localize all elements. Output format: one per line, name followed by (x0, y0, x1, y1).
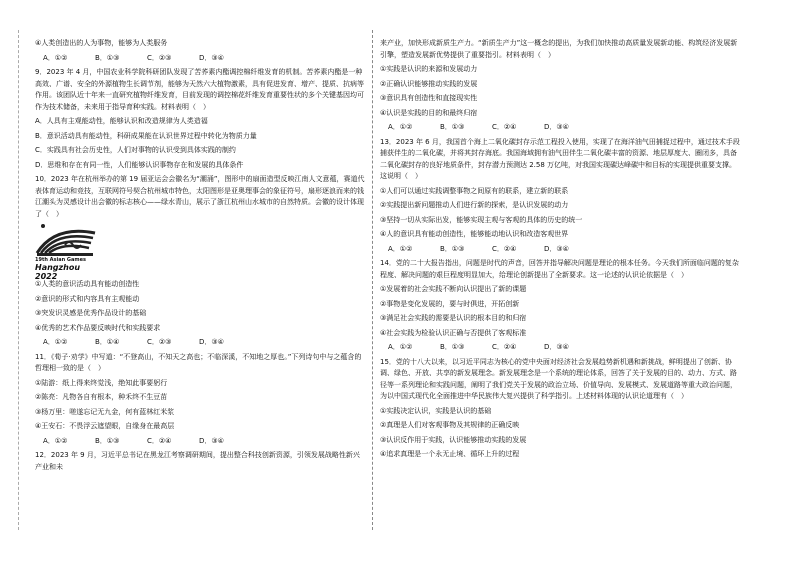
emblem-icon (35, 223, 105, 257)
q14-choice-c: C．②④ (492, 343, 517, 351)
emblem-caption: 19th Asian Games (35, 257, 86, 263)
q11-option-2: ②陈亮：凡物各自有根本，种禾终不生豆苗 (35, 393, 168, 401)
q13-choice-b: B．①③ (440, 244, 465, 253)
q8-option-4: ④人类创造出的人为事物，能够为人类服务 (35, 39, 168, 47)
q14-choice-b: B．①③ (440, 343, 465, 351)
q14-option-1: ①发展着的社会实践不断向认识提出了新的课题 (380, 285, 527, 293)
q13-option-1: ①人们可以通过实践调整事物之间原有的联系，建立新的联系 (380, 186, 569, 195)
q10-choice-d: D．③④ (199, 338, 224, 346)
q9-option-a: A．人具有主观能动性，能够认识和改造规律为人类造福 (35, 117, 208, 125)
q15-option-4: ④追求真理是一个永无止境、循环上升的过程 (380, 450, 520, 458)
q9-option-b: B．意识活动具有能动性，科研成果能在认识世界过程中转化为物质力量 (35, 131, 257, 140)
q11-option-1: ①陆游：纸上得来终觉浅，绝知此事要躬行 (35, 378, 168, 387)
asian-games-emblem (35, 223, 105, 281)
q13-option-4: ④人的意识具有能动创造性，能够能动地认识和改造客观世界 (380, 230, 569, 238)
q8-choice-a: A．①② (43, 53, 68, 62)
q9-option-c: C．实践具有社会历史性，人们对事物的认识受到具体实践的制约 (35, 146, 236, 154)
q12-choices (388, 122, 740, 134)
q12-choice-c: C．②④ (492, 123, 517, 131)
q12-stem: 12．2023 年 9 月，习近平总书记在黑龙江考察调研期间，提出整合科技创新资源，引领发展战略性新兴产业和未 (35, 451, 360, 471)
q10-option-3: ③突发识灵感是优秀作品设计的基础 (35, 309, 147, 317)
q12-stem-continued: 来产业，加快形成新质生产力。“新质生产力”这一概念的提出，为我们加快推动高质量发展新动能、构筑经济发展新引擎，塑造发展新优势提供了重要指引。材料表明（ ） (380, 39, 738, 59)
q13-choice-c: C．②④ (492, 244, 517, 253)
q15-option-2: ②真理是人们对客观事物及其规律的正确反映 (380, 421, 520, 429)
q10-option-1: ①人类的意识活动具有能动创造性 (35, 280, 140, 288)
q8-choice-d: D．③④ (199, 53, 224, 62)
binding-line (18, 30, 19, 530)
q10-choice-a: A．①② (43, 338, 68, 346)
q14-choice-d: D．③④ (544, 343, 569, 351)
q12-option-1: ①实践是认识的来源和发展动力 (380, 65, 478, 73)
q11-stem: 11．《荀子·劝学》中写道：“不登高山，不知天之高也；不临深溪，不知地之厚也。”下列诗句中与之蕴含的哲理相一致的是（ ） (35, 352, 362, 372)
q14-option-3: ③满足社会实践的需要是认识的根本目的和归宿 (380, 314, 527, 322)
q8-choices (43, 53, 365, 65)
q11-option-4: ④王安石：不畏浮云遮望眼，自缘身在最高层 (35, 422, 175, 430)
q11-choices (43, 436, 365, 448)
q14-choice-a: A．①② (388, 343, 413, 351)
q10-choice-b: B．①④ (95, 338, 120, 346)
left-column (35, 38, 365, 476)
q11-option-3: ③杨万里：嗟遂忘记无九金，何有蓝林红米浆 (35, 407, 175, 416)
q10-option-4: ④优秀的艺术作品要反映时代和实践要求 (35, 323, 161, 332)
q12-choice-d: D．③④ (544, 123, 569, 131)
q10-choice-c: C．②③ (147, 338, 172, 346)
q14-option-4: ④社会实践为检验认识正确与否提供了客观标准 (380, 328, 527, 337)
q13-choice-d: D．③④ (544, 244, 569, 253)
q11-choice-d: D．③④ (199, 436, 224, 445)
q13-stem: 13．2023 年 6 月，我国首个海上二氧化碳封存示范工程投入使用，实现了在海洋油气田捕捉过程中，通过技术手段捕获伴生的二氧化碳，并将其封存海底。我国海域拥有油气田伴生二氧化碳丰富的资源、地层厚度大、圈闭多，具备二氧化碳封存的良好地质条件，封存潜力预测达 2.58 万亿吨，对我国实现碳达峰碳中和目标的实现提供重要支撑。这说明（ ） (380, 137, 740, 180)
q11-choice-c: C．②④ (147, 436, 172, 445)
q12-option-3: ③意识具有创造性和直接现实性 (380, 94, 478, 102)
q12-choice-a: A．①② (388, 123, 413, 131)
q13-option-3: ③坚持一切从实际出发，能够实现主观与客观的具体的历史的统一 (380, 215, 583, 224)
q13-option-2: ②实践提出新问题推动人们进行新的探索，是认识发展的动力 (380, 201, 569, 209)
q15-stem: 15．党的十八大以来，以习近平同志为核心的党中央面对经济社会发展趋势新机遇和新挑战，鲜明提出了创新、协调、绿色、开放、共享的新发展理念。新发展理念是一个系统的理论体系，回答了关于发展的目的、动力、方式、路径等一系列理论和实践问题，阐明了我们党关于发展的政治立场、价值导向、发展模式、发展道路等重大政治问题，为以中国式现代化全面推进中华民族伟大复兴提供了科学指引。上述材料体现的认识论道理有（ ） (380, 357, 737, 400)
q12-option-4: ④认识是实践的目的和最终归宿 (380, 108, 478, 117)
q10-option-2: ②意识的形式和内容具有主观能动 (35, 294, 140, 303)
emblem-title: Hangzhou 2022 (35, 263, 81, 281)
q14-choices (388, 342, 740, 354)
q12-option-2: ②正确认识能够推动实践的发展 (380, 79, 478, 88)
q12-choice-b: B．①③ (440, 123, 465, 131)
q10-stem: 10．2023 年在杭州举办的第 19 届亚运会会徽名为“潮涌”，图形中的扇面造型反映江南人文意蕴，赛道代表体育运动和竞技，互联网符号契合杭州城市特色，太阳图形是亚奥理事会的象征符号，扇形逐浪而来的钱江潮头为灵感设计出会徽的标志核心——绿水青山，展示了浙江杭州山水城市的自然特质。会徽的设计体现了（ ） (35, 175, 365, 218)
q14-option-2: ②事物是变化发展的，要与时俱进，开拓创新 (380, 299, 520, 308)
q9-option-d: D．思维和存在有同一性，人们能够认识事物存在和发展的具体条件 (35, 160, 244, 169)
q10-choices (43, 337, 365, 349)
q11-choice-a: A．①② (43, 436, 68, 445)
q15-option-1: ①实践决定认识，实践是认识的基础 (380, 406, 492, 415)
q9-stem: 9．2023 年 4 月，中国农业科学院科研团队发现了苦荞素内酯调控棉纤维发育的机制。苦荞素内酯是一种高效、广谱、安全的外源植物生长调节剂，能够为天然六大植物激素，具有促进发育、增产、提质、抗病等作用。该团队近十年来一直研究植物纤维发育，目前发现的调控棉花纤维发育重要性状的多个关键基因均可作为技术储备，未来用于指导育种实践。材料表明（ ） (35, 68, 364, 111)
q8-choice-b: B．①③ (95, 53, 120, 62)
right-column (380, 38, 740, 464)
q8-choice-c: C．②③ (147, 53, 172, 62)
q13-choices (388, 244, 740, 256)
q13-choice-a: A．①② (388, 244, 413, 253)
q15-option-3: ③认识反作用于实践，认识能够推动实践的发展 (380, 435, 527, 444)
q11-choice-b: B．①③ (95, 436, 120, 445)
column-divider (372, 30, 373, 530)
q14-stem: 14．党的二十大报告指出，问题是时代的声音，回答并指导解决问题是理论的根本任务。今天我们所面临问题的复杂程度、解决问题的艰巨程度明显加大，给理论创新提出了全新要求。这一论述的认识论依据是（ ） (380, 259, 739, 279)
